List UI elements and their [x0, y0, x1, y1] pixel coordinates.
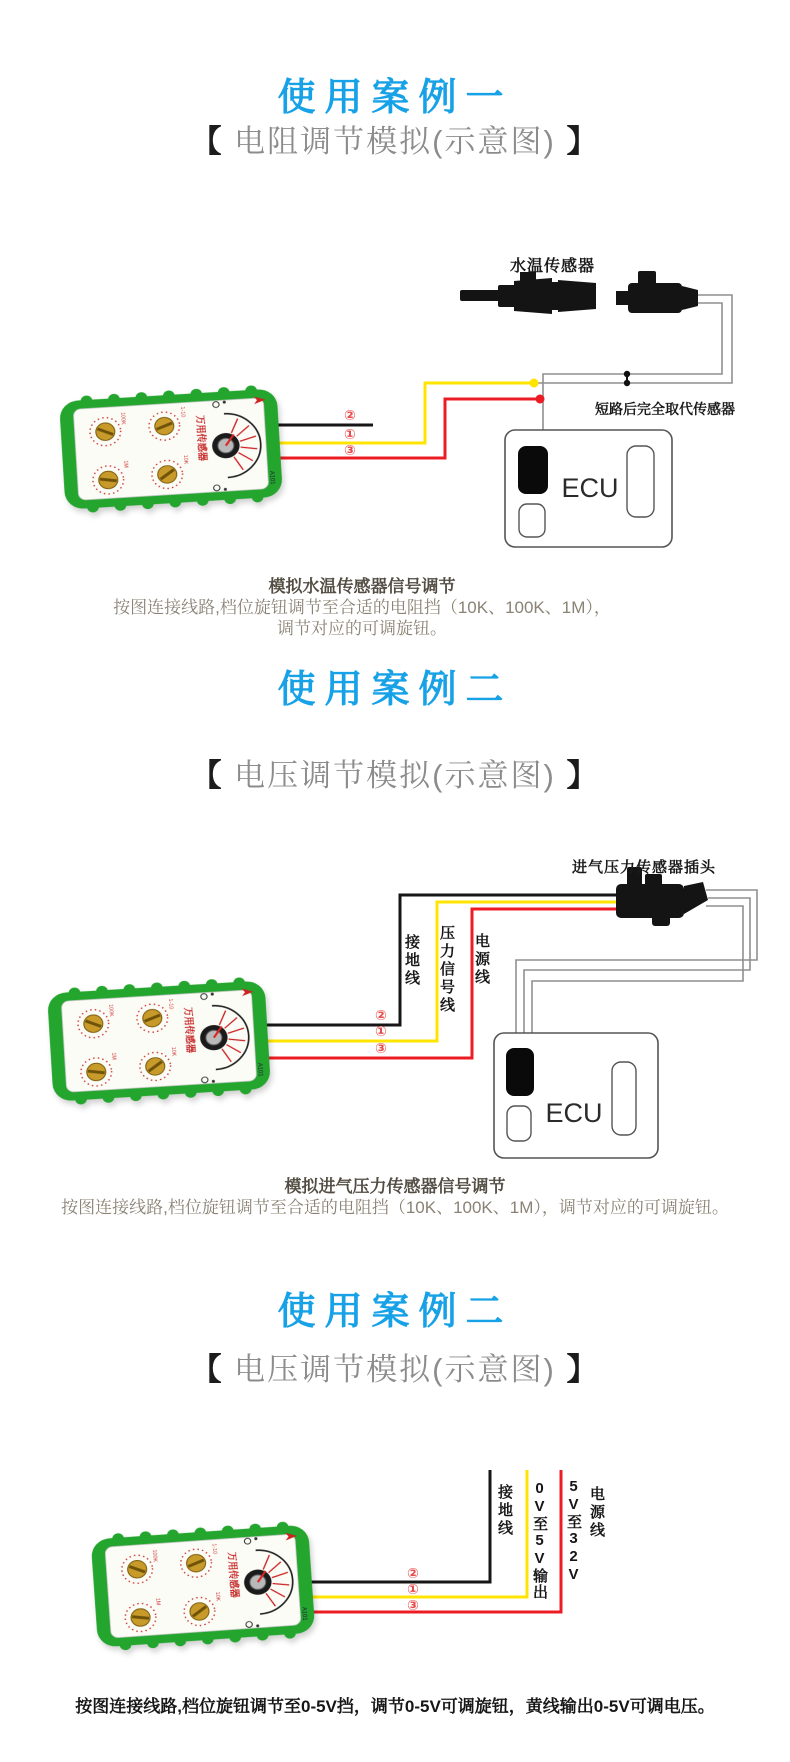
ecu-connector-slot-filled: [518, 446, 548, 494]
section2-subtitle-text: 电压调节模拟(示意图): [223, 758, 567, 793]
section1-subtitle-text: 电阻调节模拟(示意图): [223, 124, 567, 159]
sensor-connector-silhouette: [616, 271, 698, 313]
caption2-title: 模拟进气压力传感器信号调节: [284, 1177, 506, 1196]
wire-number-yellow: ①: [407, 1581, 419, 1597]
output-0-5v-label: 0V至5V输出: [531, 1480, 548, 1600]
wire-black: [300, 1470, 490, 1582]
caption1-line2: 调节对应的可调旋钮。: [277, 619, 447, 638]
bracket-right: 】: [566, 758, 600, 793]
sensor-harness-wires: [536, 295, 732, 450]
ground-wire-label: 接地线: [403, 934, 420, 988]
pressure-signal-wire-label: 压力信号线: [438, 925, 455, 1015]
sensor-simulator-device: [57, 383, 286, 514]
wire-number-yellow: ①: [344, 426, 356, 442]
section2-subtitle: [0, 750, 790, 795]
wire-number-black: ②: [344, 407, 356, 423]
caption1-title: 模拟水温传感器信号调节: [268, 577, 456, 596]
bracket-right: 】: [566, 1352, 600, 1387]
wire-number-red: ③: [344, 442, 356, 458]
pressure-sensor-plug-label: 进气压力传感器插头: [572, 859, 717, 876]
water-temp-sensor-silhouette: [460, 272, 596, 314]
section1-subtitle: [0, 116, 790, 161]
red-connection-dot: [536, 395, 545, 404]
wire-number-black: ②: [375, 1007, 387, 1023]
section3-title: 使用案例二: [277, 1291, 513, 1333]
ground-wire-label: 接地线: [496, 1484, 513, 1538]
bracket-left: 【: [190, 1352, 224, 1387]
wire-yellow: [256, 902, 616, 1041]
section2-title: 使用案例二: [277, 669, 513, 711]
sensor-simulator-device: [45, 975, 274, 1106]
ecu-box: [505, 430, 672, 547]
ecu-connector-slot-filled: [506, 1048, 534, 1096]
junction-dot: [624, 371, 630, 377]
short-circuit-note: 短路后完全取代传感器: [595, 401, 735, 417]
section3-subtitle-text: 电压调节模拟(示意图): [223, 1352, 567, 1387]
wire-number-red: ③: [407, 1597, 419, 1613]
bracket-left: 【: [190, 124, 224, 159]
section3-caption: [0, 1696, 790, 1717]
wire-number-yellow: ①: [375, 1023, 387, 1039]
section1-caption: [0, 576, 757, 639]
water-temp-sensor-label: 水温传感器: [510, 258, 596, 275]
wire-red: [242, 399, 538, 458]
ecu-label: ECU: [545, 1098, 603, 1128]
wire-red: [290, 1470, 561, 1612]
bracket-left: 【: [190, 758, 224, 793]
yellow-connection-dot: [530, 379, 539, 388]
ecu-box: [494, 1033, 658, 1158]
wire-yellow: [246, 383, 530, 443]
sensor-simulator-device: [88, 1519, 318, 1652]
caption3-text: 按图连接线路,档位旋钮调节至0-5V挡，调节0-5V可调旋钮，黄线输出0-5V可调电压。: [75, 1697, 715, 1716]
section2-caption: [0, 1176, 790, 1218]
caption2-line1: 按图连接线路,档位旋钮调节至合适的电阻挡（10K、100K、1M），调节对应的可调旋钮。: [61, 1198, 729, 1217]
power-wire-label: 电源线: [588, 1486, 605, 1540]
wire-number-black: ②: [407, 1565, 419, 1581]
section3-subtitle: [0, 1344, 790, 1389]
junction-dot: [624, 380, 630, 386]
section1-title: 使用案例一: [277, 77, 513, 119]
ecu-label: ECU: [561, 473, 619, 503]
wire-number-red: ③: [375, 1040, 387, 1056]
power-wire-label: 电源线: [473, 933, 490, 987]
caption1-line1: 按图连接线路,档位旋钮调节至合适的电阻挡（10K、100K、1M），: [113, 598, 611, 617]
bracket-right: 】: [566, 124, 600, 159]
power-range-label: 5V至32V: [565, 1478, 582, 1584]
